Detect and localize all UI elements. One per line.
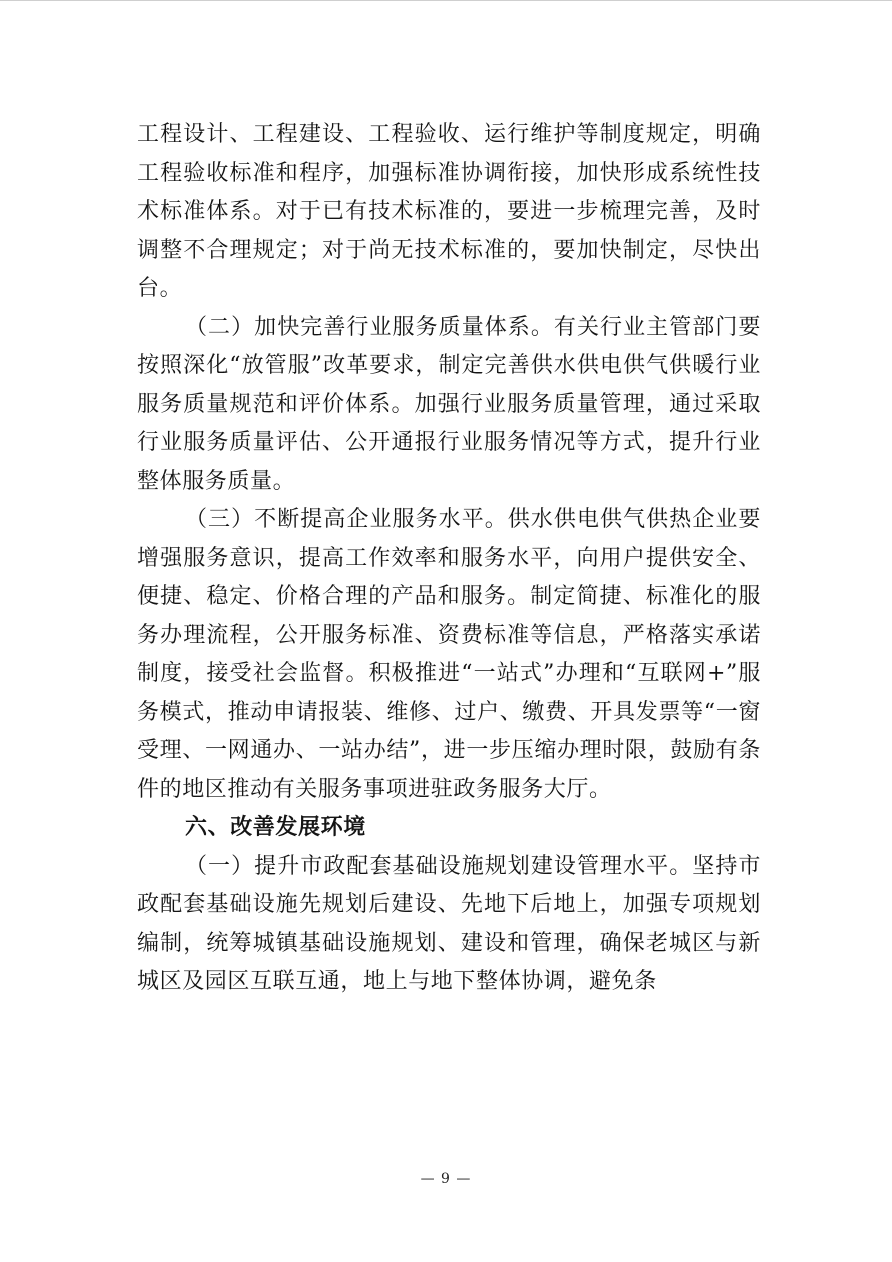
page-number: — 9 — [420,1171,472,1187]
paragraph-service-quality: （二）加快完善行业服务质量体系。有关行业主管部门要按照深化“放管服”改革要求，制定完善供水供电供气供暖行业服务质量规范和评价体系。加强行业服务质量管理，通过采取行业服务质量评估、公开通报行业服务情况等方式，提升行业整体服务质量。 [137,314,761,494]
document-body [137,116,761,1002]
section-heading: 六、改善发展环境 [185,815,366,840]
paragraph-continued: 工程设计、工程建设、工程验收、运行维护等制度规定，明确工程验收标准和程序，加强标准协调衔接，加快形成系统性技术标准体系。对于已有技术标准的，要进一步梳理完善，及时调整不合理规定；对于尚无技术标准的，要加快制定，尽快出台。 [137,122,761,301]
paragraph-infrastructure-planning: （一）提升市政配套基础设施规划建设管理水平。坚持市政配套基础设施先规划后建设、先地下后地上，加强专项规划编制，统筹城镇基础设施规划、建设和管理，确保老城区与新城区及园区互联互通，地上与地下整体协调，避免条 [137,853,761,994]
paragraph-enterprise-service: （三）不断提高企业服务水平。供水供电供气供热企业要增强服务意识，提高工作效率和服务水平，向用户提供安全、便捷、稳定、价格合理的产品和服务。制定简捷、标准化的服务办理流程，公开服务标准、资费标准等信息，严格落实承诺制度，接受社会监督。积极推进“一站式”办理和“互联网+”服务模式，推动申请报装、维修、过户、缴费、开具发票等“一窗受理、一网通办、一站办结”，进一步压缩办理时限，鼓励有条件的地区推动有关服务事项进驻政务服务大厅。 [137,507,761,802]
